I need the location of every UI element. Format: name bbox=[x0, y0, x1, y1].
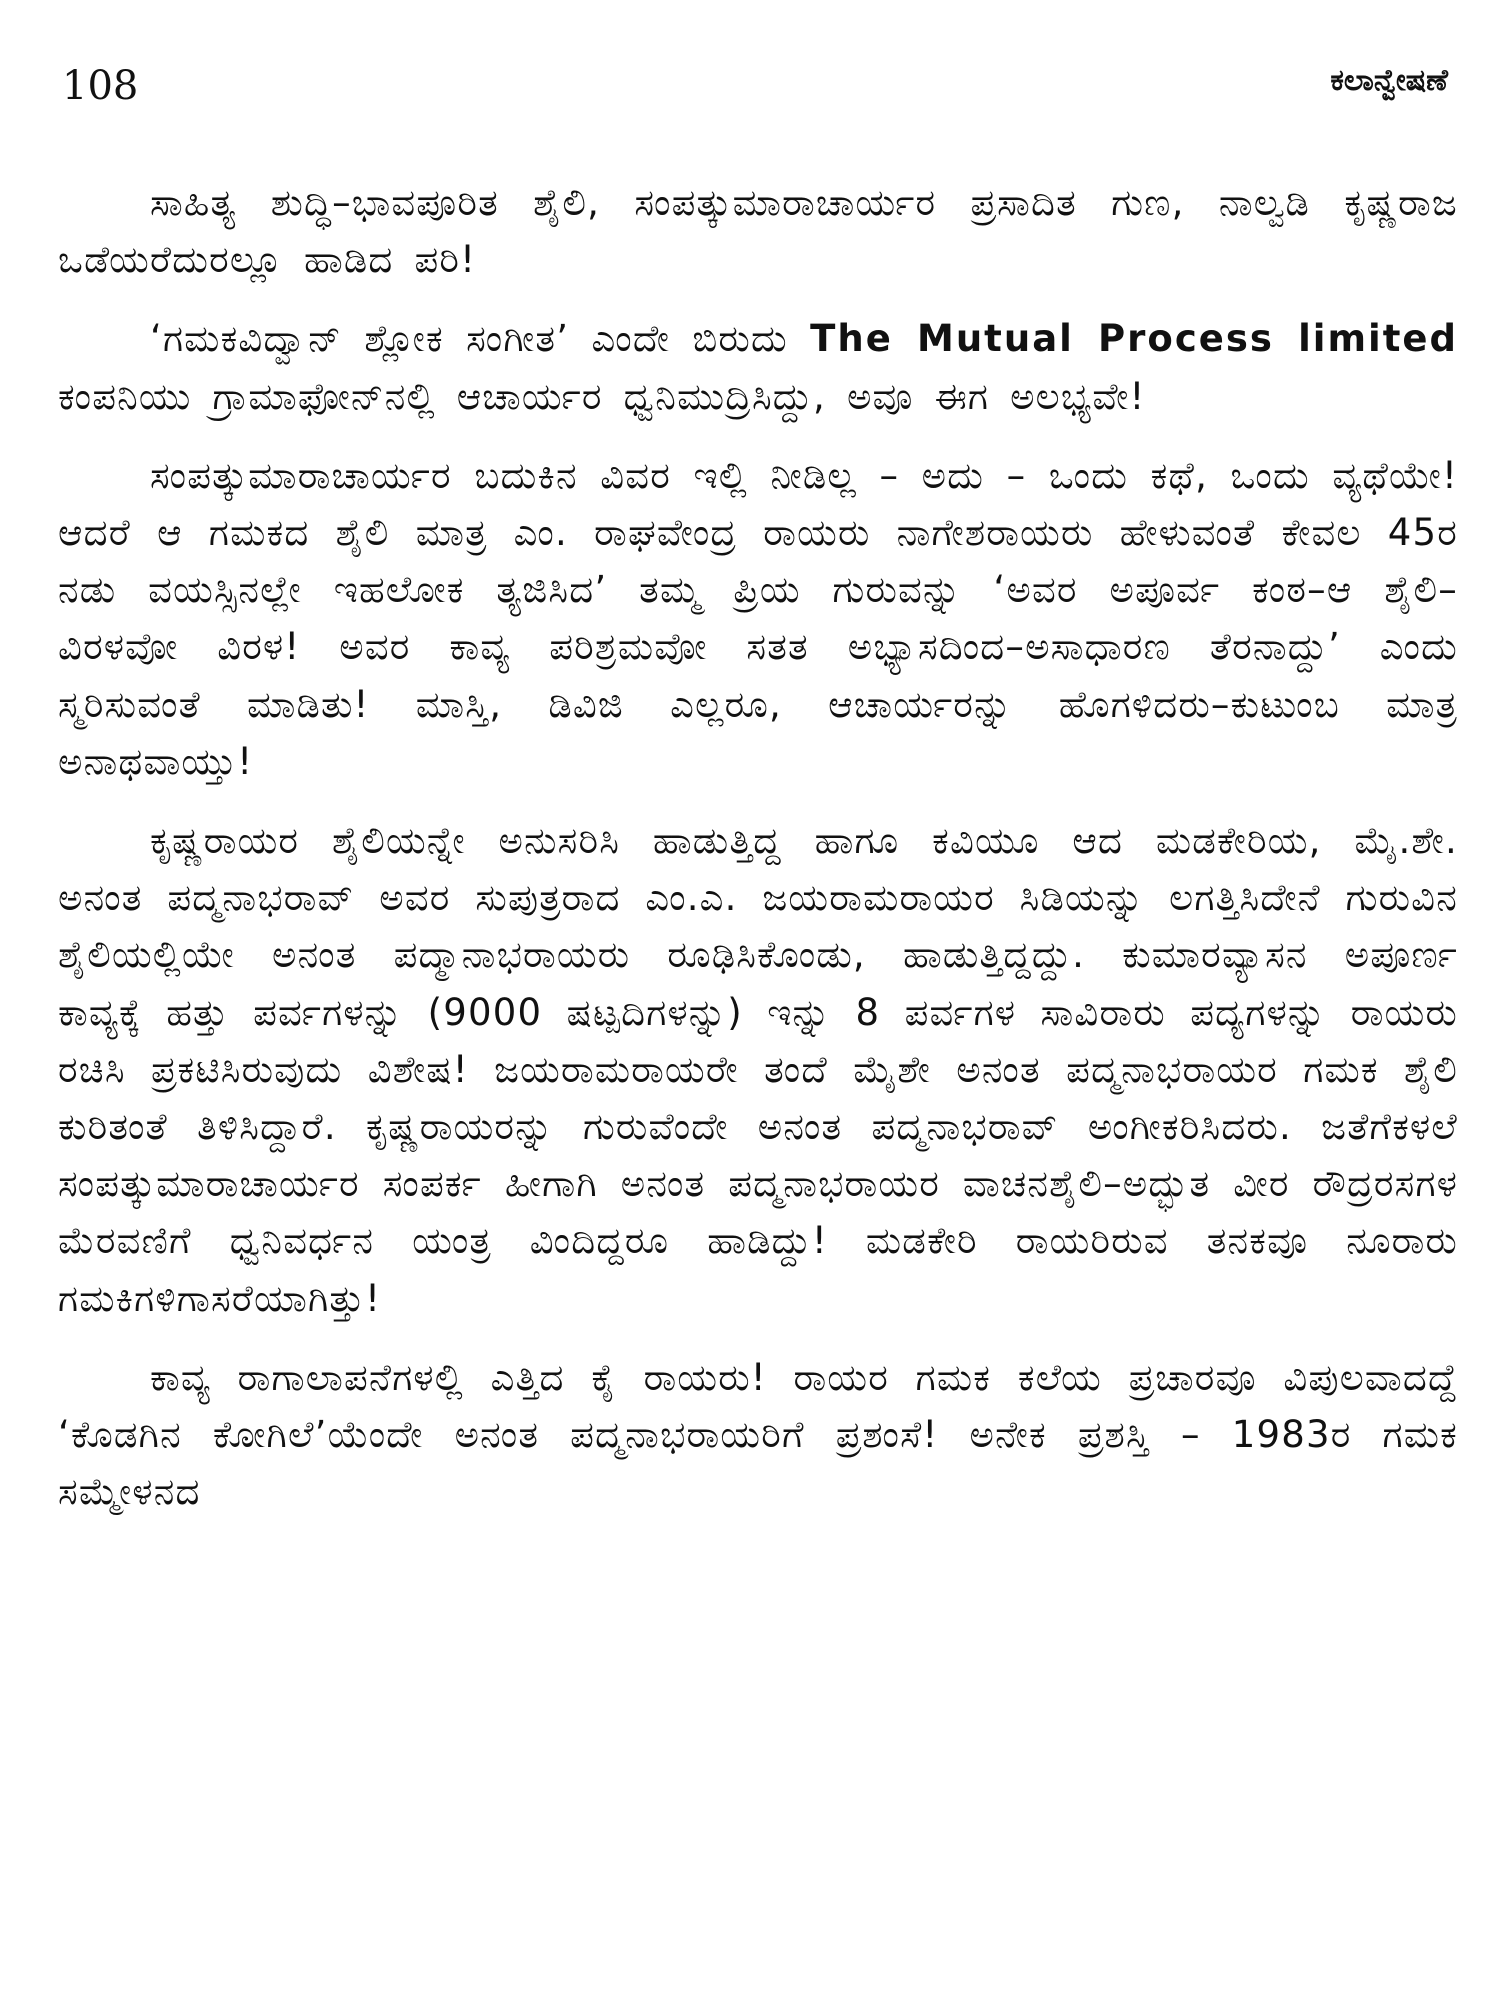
paragraph-2-lead: ‘ಗಮಕವಿದ್ವಾನ್ ಶ್ಲೋಕ ಸಂಗೀತ’ ಎಂದೇ ಬಿರುದು bbox=[150, 317, 811, 361]
body-text bbox=[58, 174, 1458, 1520]
paragraph-2-rest: ಕಂಪನಿಯು ಗ್ರಾಮಾಫೋನ್‌ನಲ್ಲಿ ಆಚಾರ್ಯರ ಧ್ವನಿಮುದ್ರಿಸಿದ್ದು, ಅವೂ ಈಗ ಅಲಭ್ಯವೇ! bbox=[58, 374, 1146, 418]
book-page bbox=[58, 48, 1458, 1978]
running-title: ಕಲಾನ್ವೇಷಣೆ bbox=[1330, 63, 1448, 98]
page-number: 108 bbox=[62, 63, 139, 109]
paragraph-4: ಕೃಷ್ಣರಾಯರ ಶೈಲಿಯನ್ನೇ ಅನುಸರಿಸಿ ಹಾಡುತ್ತಿದ್ದ ಹಾಗೂ ಕವಿಯೂ ಆದ ಮಡಕೇರಿಯ, ಮೈ.ಶೇ. ಅನಂತ ಪದ್ಮನಾಭರಾವ್ ಅವರ ಸುಪುತ್ರರಾದ ಎಂ.ಎ. ಜಯರಾಮರಾಯರ ಸಿಡಿಯನ್ನು ಲಗತ್ತಿಸಿದೇನೆ ಗುರುವಿನ ಶೈಲಿಯಲ್ಲಿಯೇ ಅನಂತ ಪದ್ಮಾನಾಭರಾಯರು ರೂಢಿಸಿಕೊಂಡು, ಹಾಡುತ್ತಿದ್ದದ್ದು. ಕುಮಾರವ್ಯಾಸನ ಅಪೂರ್ಣ ಕಾವ್ಯಕ್ಕೆ ಹತ್ತು ಪರ್ವಗಳನ್ನು (9000 ಷಟ್ಪದಿಗಳನ್ನು) ಇನ್ನು 8 ಪರ್ವಗಳ ಸಾವಿರಾರು ಪದ್ಯಗಳನ್ನು ರಾಯರು ರಚಿಸಿ ಪ್ರಕಟಿಸಿರುವುದು ವಿಶೇಷ! ಜಯರಾಮರಾಯರೇ ತಂದೆ ಮೈಶೇ ಅನಂತ ಪದ್ಮನಾಭರಾಯರ ಗಮಕ ಶೈಲಿ ಕುರಿತಂತೆ ತಿಳಿಸಿದ್ದಾರೆ. ಕೃಷ್ಣರಾಯರನ್ನು ಗುರುವೆಂದೇ ಅನಂತ ಪದ್ಮನಾಭರಾವ್ ಅಂಗೀಕರಿಸಿದರು. ಜತೆಗೆಕಳಲೆ ಸಂಪತ್ಕುಮಾರಾಚಾರ್ಯರ ಸಂಪರ್ಕ ಹೀಗಾಗಿ ಅನಂತ ಪದ್ಮನಾಭರಾಯರ ವಾಚನಶೈಲಿ–ಅದ್ಭುತ ವೀರ ರೌದ್ರರಸಗಳ ಮೆರವಣಿಗೆ ಧ್ವನಿವರ್ಧನ ಯಂತ್ರ ವಿಂದಿದ್ದರೂ ಹಾಡಿದ್ದು! ಮಡಕೇರಿ ರಾಯರಿರುವ ತನಕವೂ ನೂರಾರು ಗಮಕಿಗಳಿಗಾಸರೆಯಾಗಿತ್ತು! bbox=[58, 819, 1458, 1320]
paragraph-1: ಸಾಹಿತ್ಯ ಶುದ್ಧಿ–ಭಾವಪೂರಿತ ಶೈಲಿ, ಸಂಪತ್ಕುಮಾರಾಚಾರ್ಯರ ಪ್ರಸಾದಿತ ಗುಣ, ನಾಲ್ವಡಿ ಕೃಷ್ಣರಾಜ ಒಡೆಯರೆದುರಲ್ಲೂ ಹಾಡಿದ ಪರಿ! bbox=[58, 181, 1458, 282]
company-name: The Mutual Process limited bbox=[810, 317, 1458, 361]
running-header bbox=[58, 48, 1458, 118]
paragraph-5: ಕಾವ್ಯ ರಾಗಾಲಾಪನೆಗಳಲ್ಲಿ ಎತ್ತಿದ ಕೈ ರಾಯರು! ರಾಯರ ಗಮಕ ಕಲೆಯ ಪ್ರಚಾರವೂ ವಿಪುಲವಾದದ್ದೆ ‘ಕೊಡಗಿನ ಕೋಗಿಲೆ’ಯೆಂದೇ ಅನಂತ ಪದ್ಮನಾಭರಾಯರಿಗೆ ಪ್ರಶಂಸೆ! ಅನೇಕ ಪ್ರಶಸ್ತಿ – 1983ರ ಗಮಕ ಸಮ್ಮೇಳನದ bbox=[58, 1355, 1458, 1514]
paragraph-2 bbox=[58, 310, 1458, 424]
paragraph-3: ಸಂಪತ್ಕುಮಾರಾಚಾರ್ಯರ ಬದುಕಿನ ವಿವರ ಇಲ್ಲಿ ನೀಡಿಲ್ಲ – ಅದು – ಒಂದು ಕಥೆ, ಒಂದು ವ್ಯಥೆಯೇ! ಆದರೆ ಆ ಗಮಕದ ಶೈಲಿ ಮಾತ್ರ ಎಂ. ರಾಘವೇಂದ್ರ ರಾಯರು ನಾಗೇಶರಾಯರು ಹೇಳುವಂತೆ ಕೇವಲ 45ರ ನಡು ವಯಸ್ಸಿನಲ್ಲೇ ಇಹಲೋಕ ತ್ಯಜಿಸಿದ’ ತಮ್ಮ ಪ್ರಿಯ ಗುರುವನ್ನು ‘ಅವರ ಅಪೂರ್ವ ಕಂಠ–ಆ ಶೈಲಿ–ವಿರಳವೋ ವಿರಳ! ಅವರ ಕಾವ್ಯ ಪರಿಶ್ರಮವೋ ಸತತ ಅಭ್ಯಾಸದಿಂದ–ಅಸಾಧಾರಣ ತೆರನಾದ್ದು’ ಎಂದು ಸ್ಮರಿಸುವಂತೆ ಮಾಡಿತು! ಮಾಸ್ತಿ, ಡಿವಿಜಿ ಎಲ್ಲರೂ, ಆಚಾರ್ಯರನ್ನು ಹೊಗಳಿದರು–ಕುಟುಂಬ ಮಾತ್ರ ಅನಾಥವಾಯ್ತು! bbox=[58, 453, 1458, 783]
